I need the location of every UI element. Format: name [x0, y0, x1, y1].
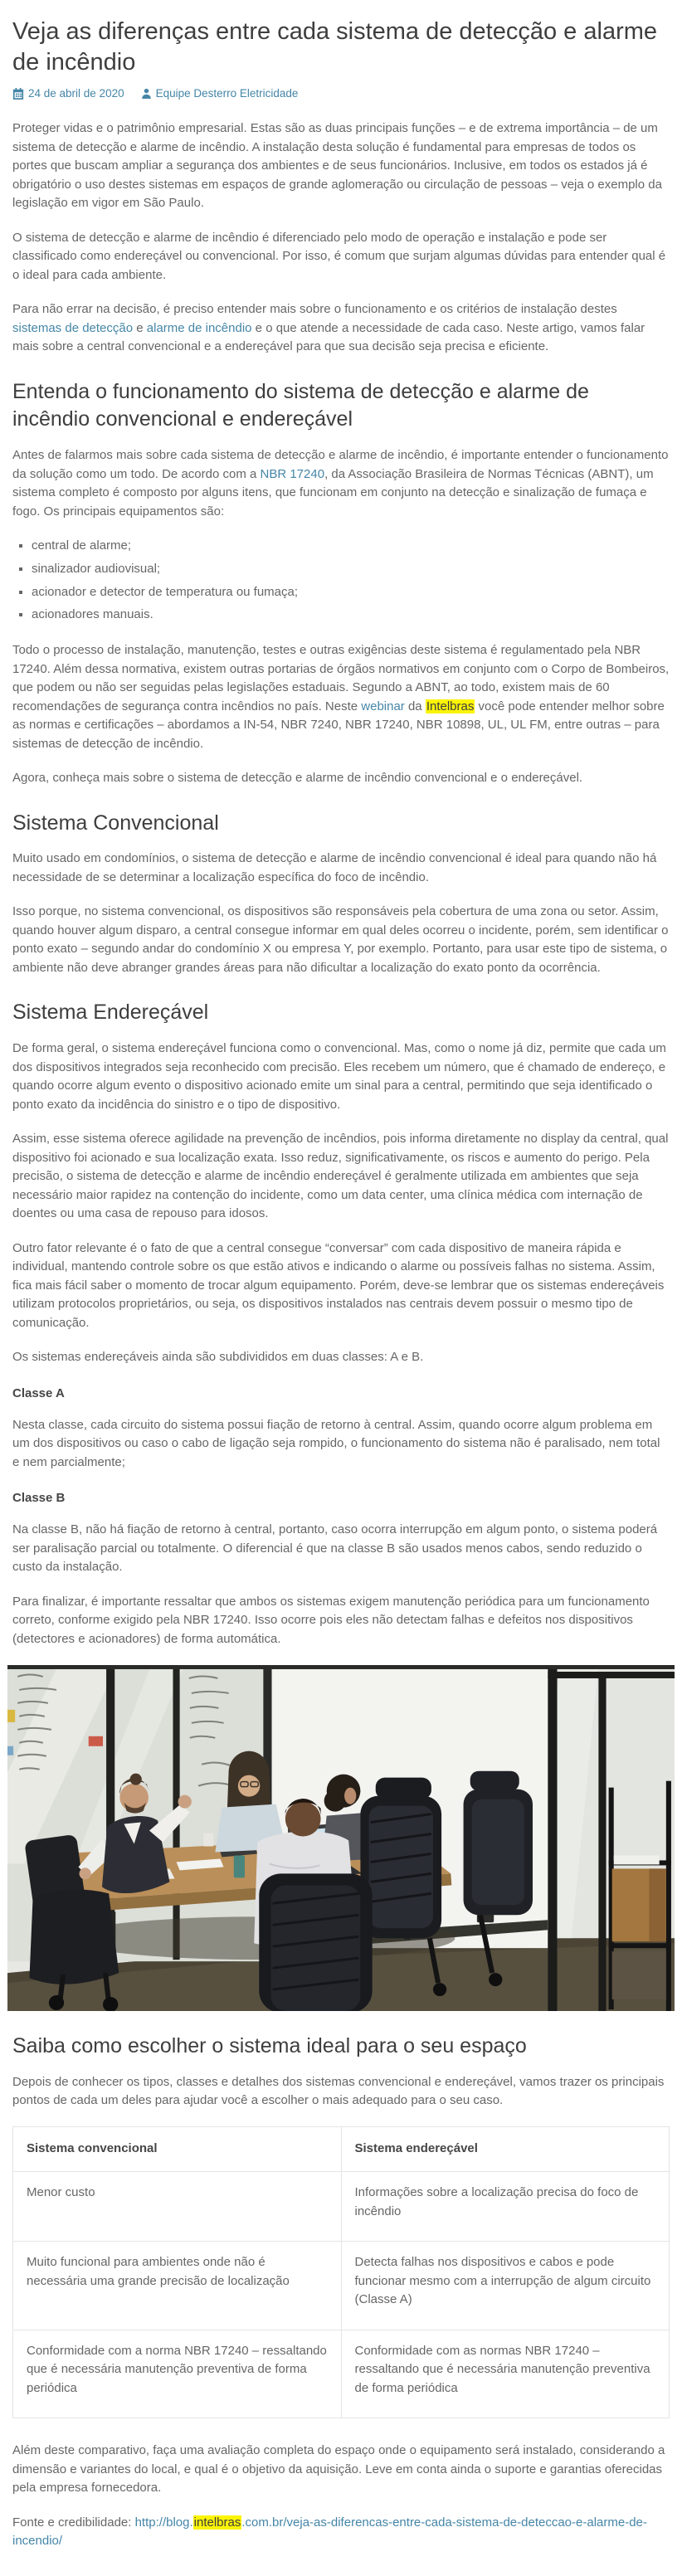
text-run: e	[133, 320, 147, 335]
article	[12, 17, 670, 2551]
table-cell: Conformidade com as normas NBR 17240 – ressaltando que é necessária manutenção preventiva de forma periódica	[341, 2330, 670, 2418]
paragraph-convencional-1: Muito usado em condomínios, o sistema de detecção e alarme de incêndio convencional é ideal para quando não há necessidade de se determinar a localização específica do foco de incêndio.	[12, 851, 657, 884]
table-row	[13, 2172, 670, 2242]
link-alarme-de-incendio[interactable]: alarme de incêndio	[146, 320, 252, 335]
link-nbr-17240[interactable]: NBR 17240	[260, 466, 325, 481]
table-cell: Informações sobre a localização precisa do foco de incêndio	[341, 2172, 670, 2242]
subheading-classe-b: Classe B	[12, 1491, 66, 1506]
paragraph-enderecavel-2: Assim, esse sistema oferece agilidade na prevenção de incêndios, pois informa diretamente no display da central, qual dispositivo foi acionado e sua localização exata. Isso reduz, significativamente, os riscos e aumento do perigo. Pela precisão, o sistema de detecção e alarme de incêndio endereçável é geralmente utilizada em ambientes que seja necessário maior rapidez na contenção do incidente, como um data center, uma clínica médica com internação de doentes ou uma casa de repouso para idosos.	[12, 1132, 669, 1221]
list-item: ▪ central de alarme;	[32, 537, 670, 555]
text-run: você pode entender melhor sobre as normas e certificações – abordamos a IN-54, NBR 7240, NBR 17240, NBR 10898, UL, UL FM, entre outras – para sistemas de detecção de incêndio.	[12, 699, 665, 751]
paragraph-intro-1: Proteger vidas e o patrimônio empresarial. Estas são as duas principais funções – e de extrema importância – de um sistema de detecção e alarme de incêndio. A instalação desta solução é fundamental para empresas de todos os portes que buscam ampliar a segurança dos ambientes e de seus funcionários. Inclusive, em todos os estados já é obrigatório o uso destes sistemas em espaços de grande aglomeração ou circulação de pessoas – veja o exemplo da legislação em vigor em São Paulo.	[12, 121, 662, 211]
paragraph-enderecavel-3: Outro fator relevante é o fato de que a central consegue “conversar” com cada dispositivo de maneira rápida e individual, mantendo controle sobre os que estão ativos e indicando o alarme ou possíveis falhas no sistema. Assim, fica mais fácil saber o momento de trocar algum equipamento. Porém, deve-se lembrar que os sistemas endereçáveis utilizam protocolos proprietários, ou seja, os dispositivos instalados nas centrais devem possuir o mesmo tipo de comunicação.	[12, 1240, 665, 1330]
post-date	[12, 87, 124, 100]
paragraph-intro-2: O sistema de detecção e alarme de incêndio é diferenciado pelo modo de operação e instalação e pode ser classificado como endereçável ou convencional. Por isso, é comum que surjam algumas dúvidas para entender qual é o ideal para cada ambiente.	[12, 230, 666, 282]
page-title: Veja as diferenças entre cada sistema de detecção e alarme de incêndio	[12, 18, 658, 75]
source-line	[12, 2514, 670, 2551]
paragraph-intro-3	[12, 300, 670, 357]
paragraph-comparativo-intro: Depois de conhecer os tipos, classes e detalhes dos sistemas convencional e endereçável, vamos trazer os principais pontos de cada um deles para ajudar você a escolher o mais adequado para o seu caso.	[12, 2074, 665, 2108]
paragraph-classe-a: Nesta classe, cada circuito do sistema possui fiação de retorno à central. Assim, quando ocorre algum problema em um dos dispositivos ou caso o cabo de ligação seja rompido, o funcionamento do sistema não é paralisado, nem total e nem parcialmente;	[12, 1417, 660, 1469]
list-item: ▪ sinalizador audiovisual;	[32, 560, 670, 578]
section-heading-sistema-convencional: Sistema Convencional	[12, 811, 219, 835]
person-icon	[141, 88, 152, 99]
text-run: http://blog.	[134, 2515, 193, 2530]
paragraph-normas	[12, 641, 670, 753]
table-header-enderecavel: Sistema endereçável	[341, 2126, 670, 2172]
comparison-table	[12, 2126, 670, 2419]
post-date-label[interactable]: 24 de abril de 2020	[28, 87, 124, 100]
paragraph-classes-intro: Os sistemas endereçáveis ainda são subdivididos em duas classes: A e B.	[12, 1350, 424, 1365]
table-header-row	[13, 2126, 670, 2172]
text-run: da	[404, 699, 426, 713]
calendar-icon	[12, 88, 24, 100]
intelbras-highlight: Intelbras	[426, 699, 475, 713]
link-webinar[interactable]: webinar	[361, 699, 405, 713]
paragraph-transicao: Agora, conheça mais sobre o sistema de detecção e alarme de incêndio convencional e o endereçável.	[12, 771, 583, 786]
text-run: e o que atende a necessidade de cada caso. Neste artigo, vamos falar mais sobre a central convencional e a endereçável para que sua decisão seja precisa e eficiente.	[12, 320, 645, 354]
section-heading-sistema-enderecavel: Sistema Endereçável	[12, 1001, 209, 1025]
article-photo	[7, 1665, 675, 2011]
paragraph-convencional-2: Isso porque, no sistema convencional, os dispositivos são responsáveis pela cobertura de uma zona ou setor. Assim, quando houver algum disparo, a central consegue informar em qual deles ocorreu o incidente, porém, sem identificar o ponto exato – segundo andar do condomínio X ou empresa Y, por exemplo. Portanto, para usar este tipo de sistema, o ambiente não deve abranger grandes áreas para não dificultar a localização do exato ponto da ocorrência.	[12, 904, 669, 975]
paragraph-manutencao: Para finalizar, é importante ressaltar que ambos os sistemas exigem manutenção periódica para um funcionamento correto, conforme exigido pela NBR 17240. Isso ocorre pois eles não detectam falhas e defeitos nos dispositivos (detectores e acionadores) de forma automática.	[12, 1594, 650, 1646]
paragraph-avaliacao: Além deste comparativo, faça uma avaliação completa do espaço onde o equipamento será instalado, considerando a dimensão e variantes do local, e qual é o objetivo da aquisição. Leve em conta ainda o suporte e garantias oferecidas pela empresa fornecedora.	[12, 2443, 665, 2496]
table-cell: Conformidade com a norma NBR 17240 – ressaltando que é necessária manutenção preventiva de forma periódica	[13, 2330, 342, 2418]
subheading-classe-a: Classe A	[12, 1385, 65, 1400]
post-meta	[12, 87, 670, 100]
paragraph-classe-b: Na classe B, não há fiação de retorno à central, portanto, caso ocorra interrupção em algum ponto, o sistema poderá ser paralisação parcial ou totalmente. O diferencial é que na classe B são usados menos cabos, sendo reduzido o custo da instalação.	[12, 1522, 658, 1575]
list-item: ▪ acionadores manuais.	[32, 606, 670, 624]
section-heading-funcionamento: Entenda o funcionamento do sistema de detecção e alarme de incêndio convencional e endereçável	[12, 379, 589, 431]
office-meeting-illustration	[7, 1665, 675, 2011]
list-item: ▪ acionador e detector de temperatura ou fumaça;	[32, 583, 670, 601]
text-run: .com.br/veja-as-diferencas-entre-cada-sistema-de-deteccao-e-alarme-de-incendio/	[12, 2515, 647, 2549]
table-header-convencional: Sistema convencional	[13, 2126, 342, 2172]
text-run: Para não errar na decisão, é preciso entender mais sobre o funcionamento e os critérios de instalação destes	[12, 302, 617, 317]
text-run: , da Associação Brasileira de Normas Técnicas (ABNT), um sistema completo é composto por alguns itens, que funcionam em conjunto na detecção e sinalização de fumaça e fogo. Os principais equipamentos são:	[12, 466, 654, 519]
table-cell: Muito funcional para ambientes onde não é necessária uma grande precisão de localização	[13, 2242, 342, 2330]
text-run: Todo o processo de instalação, manutenção, testes e outras exigências deste sistema é regulamentado pela NBR 17240. Além dessa normativa, existem outras portarias de órgãos normativos em conjunto com o Corpo de Bombeiros, que podem ou não ser seguidas pelas legislações estaduais. Segundo a ABNT, ao todo, existem mais de 60 recomendações de segurança contra incêndios no país. Neste	[12, 643, 670, 713]
equipment-list	[12, 537, 670, 624]
paragraph-enderecavel-1: De forma geral, o sistema endereçável funciona como o convencional. Mas, como o nome já diz, permite que cada um dos dispositivos integrados seja reconhecido com precisão. Eles recebem um número, que é chamado de endereço, e quando ocorre algum evento o dispositivo acionado emite um sinal para a central, permitindo que seja identificado o ponto exato da incidência do sinistro e o tipo de dispositivo.	[12, 1041, 666, 1112]
text-run: Antes de falarmos mais sobre cada sistema de detecção e alarme de incêndio, é importante entender o funcionamento da solução como um todo. De acordo com a	[12, 448, 669, 481]
link-sistemas-de-deteccao[interactable]: sistemas de detecção	[12, 320, 134, 335]
table-cell: Menor custo	[13, 2172, 342, 2242]
table-row	[13, 2330, 670, 2418]
source-label: Fonte e credibilidade:	[12, 2515, 135, 2530]
paragraph-nbr	[12, 446, 670, 521]
post-author-link[interactable]: Equipe Desterro Eletricidade	[155, 87, 299, 100]
table-cell: Detecta falhas nos dispositivos e cabos e pode funcionar mesmo com a interrupção de algum circuito (Classe A)	[341, 2242, 670, 2330]
table-row	[13, 2242, 670, 2330]
post-author	[141, 87, 299, 100]
intelbras-url-highlight: intelbras	[193, 2515, 241, 2530]
section-heading-escolher: Saiba como escolher o sistema ideal para o seu espaço	[12, 2034, 527, 2058]
